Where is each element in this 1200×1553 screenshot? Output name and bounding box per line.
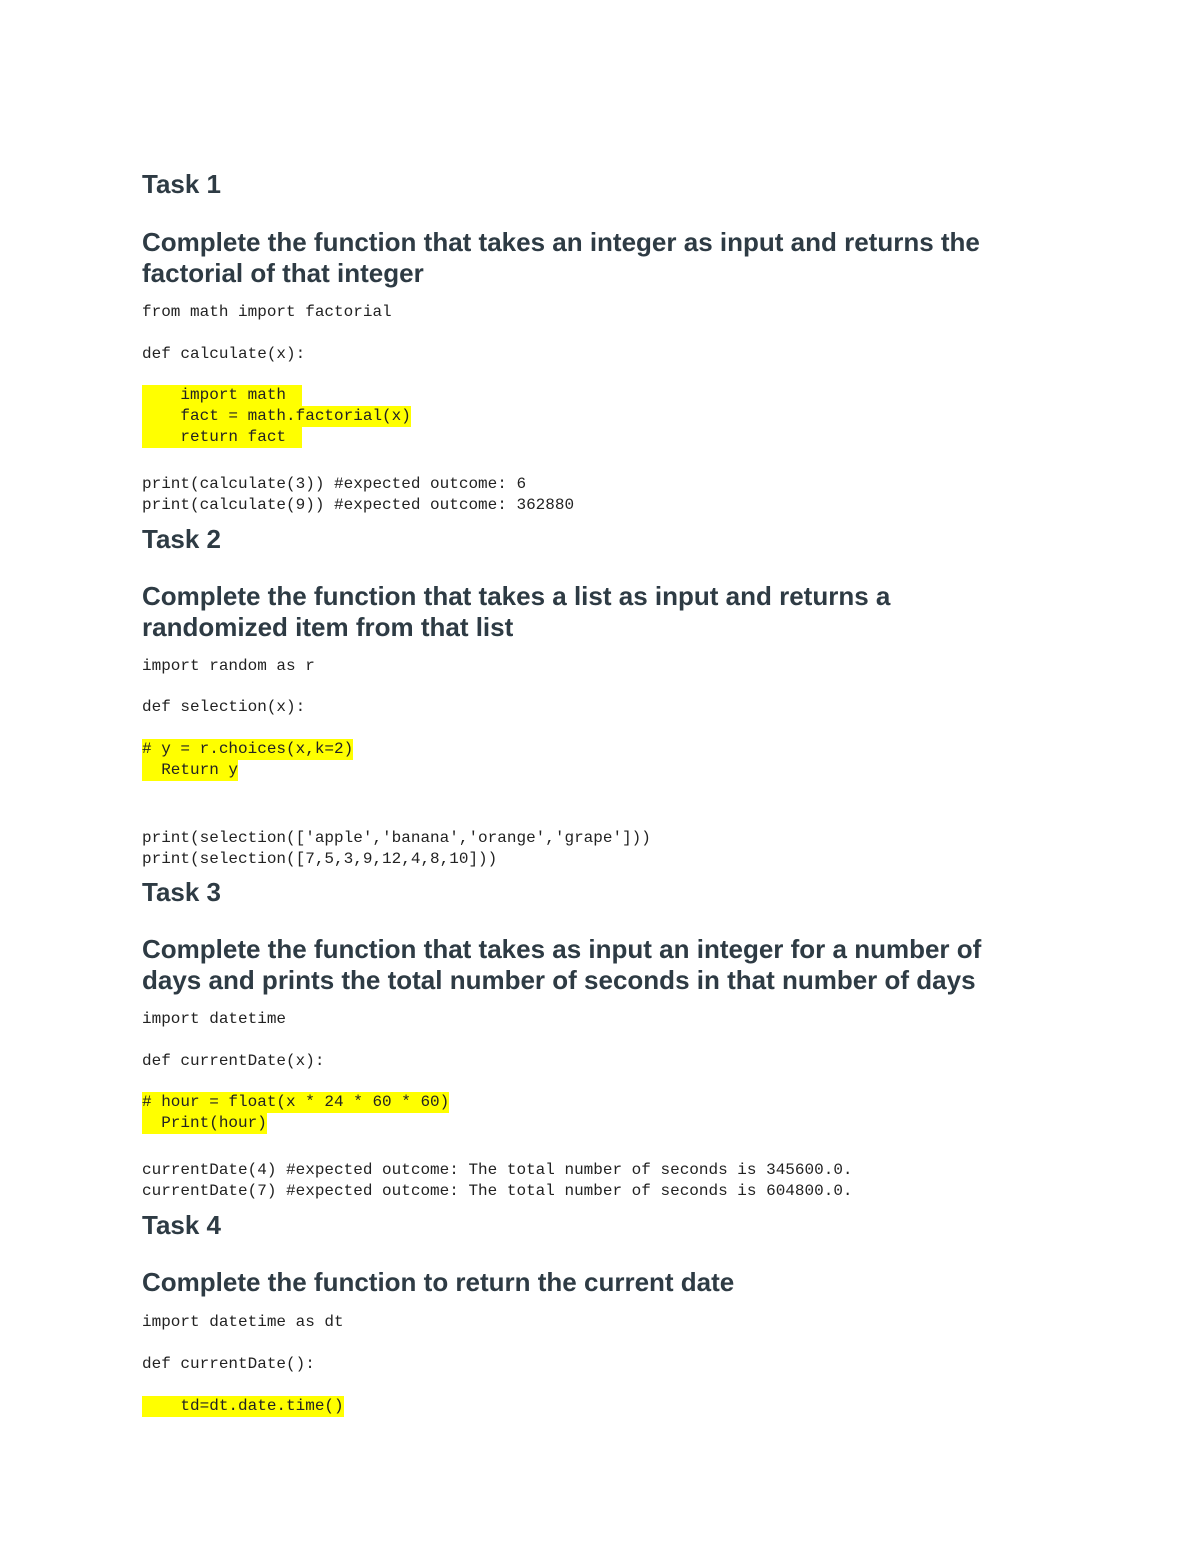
code-line: currentDate(4) #expected outcome: The total number of seconds is 345600.0. (142, 1161, 853, 1179)
task1-code-highlight (142, 364, 411, 448)
highlighted-code-line: # y = r.choices(x,k=2) (142, 740, 354, 758)
task1-title: Task 1 (142, 169, 222, 199)
task2-code-import: import random as r (142, 657, 315, 675)
task3-code-highlight (142, 1071, 449, 1134)
task4-code-import: import datetime as dt (142, 1313, 344, 1331)
code-line: print(calculate(9)) #expected outcome: 362880 (142, 496, 575, 514)
task3-code-import: import datetime (142, 1010, 287, 1028)
task1-description: Complete the function that takes an integer as input and returns the factorial of that integer (142, 227, 980, 288)
task1-code-def: def calculate(x): (142, 345, 306, 363)
task2-code-def: def selection(x): (142, 698, 306, 716)
task2-code-tests (142, 807, 651, 870)
code-line: print(calculate(3)) #expected outcome: 6 (142, 475, 527, 493)
task3-code-def: def currentDate(x): (142, 1052, 325, 1070)
highlighted-code-line: Print(hour) (142, 1114, 267, 1132)
task2-title: Task 2 (142, 524, 222, 554)
task3-description: Complete the function that takes as input an integer for a number of days and prints the total number of seconds in that number of days (142, 934, 982, 995)
task4-code-def: def currentDate(): (142, 1355, 315, 1373)
task4-title: Task 4 (142, 1210, 222, 1240)
task3-title: Task 3 (142, 877, 222, 907)
highlighted-code-line: fact = math.factorial(x) (142, 407, 411, 425)
code-line: currentDate(7) #expected outcome: The total number of seconds is 604800.0. (142, 1182, 853, 1200)
highlighted-code-line: return fact (142, 427, 302, 448)
code-line: print(selection([7,5,3,9,12,4,8,10])) (142, 850, 498, 868)
task2-code-highlight (142, 718, 353, 781)
highlighted-code-line: td=dt.date.time() (142, 1397, 344, 1415)
task1-code-import: from math import factorial (142, 303, 392, 321)
task3-code-tests (142, 1139, 853, 1202)
task4-code-highlight (142, 1375, 344, 1417)
highlighted-code-line: Return y (142, 761, 239, 779)
task1-code-tests (142, 453, 574, 516)
code-line: print(selection(['apple','banana','orange','grape'])) (142, 829, 651, 847)
highlighted-code-line: # hour = float(x * 24 * 60 * 60) (142, 1093, 450, 1111)
highlighted-code-line: import math (142, 385, 302, 406)
task2-description: Complete the function that takes a list as input and returns a randomized item from that list (142, 581, 891, 642)
task4-description: Complete the function to return the current date (142, 1267, 735, 1297)
